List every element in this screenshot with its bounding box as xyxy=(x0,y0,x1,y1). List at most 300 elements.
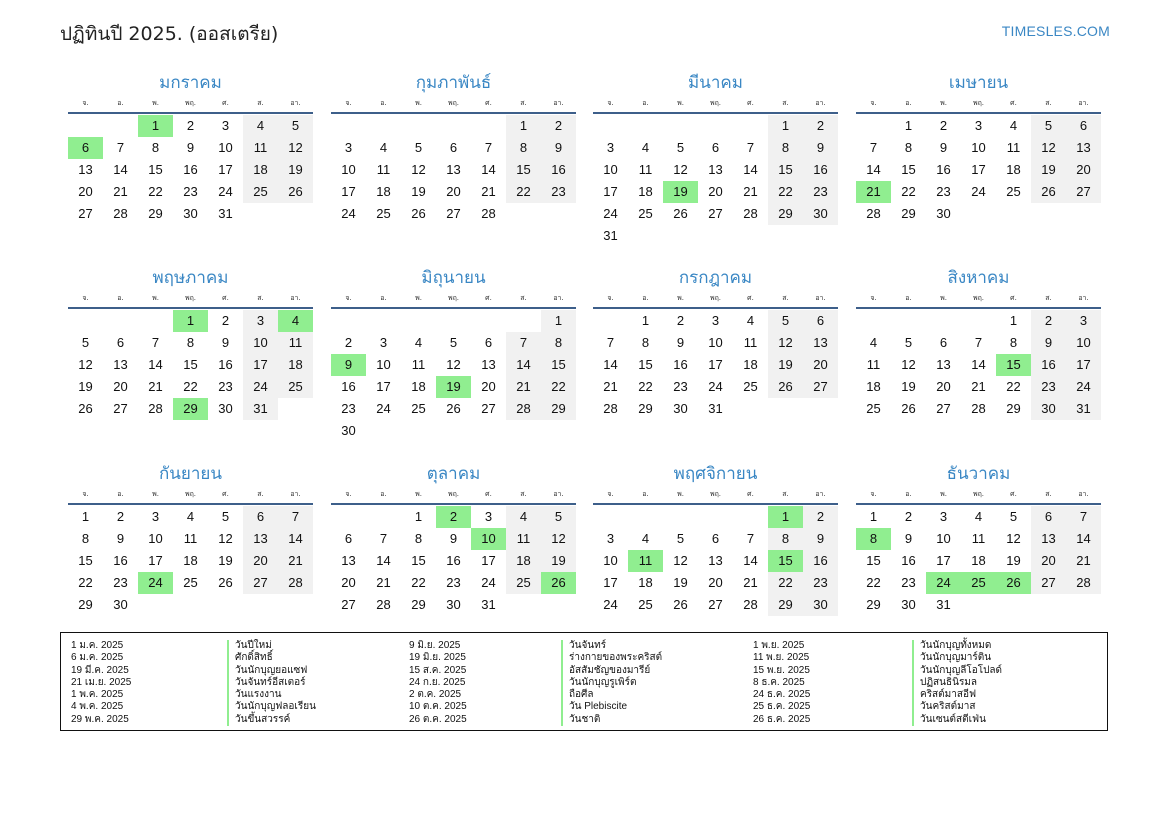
empty-cell xyxy=(401,115,436,137)
day-cell: 29 xyxy=(148,206,163,221)
day-cell: 30 xyxy=(113,597,128,612)
holiday-entry: 25 ธ.ค. 2025 xyxy=(753,701,811,713)
day-cell: 14 xyxy=(481,162,496,177)
empty-cell xyxy=(366,115,401,137)
day-cell: 10 xyxy=(936,531,951,546)
day-cell: 6 xyxy=(711,140,720,155)
day-cell: 9 xyxy=(803,528,838,550)
day-cell: 3 xyxy=(484,509,493,524)
day-cell: 8 xyxy=(641,335,650,350)
holiday-entry: วันนักบุญทั้งหมด xyxy=(920,640,992,651)
holiday-entry: 15 ส.ค. 2025 xyxy=(409,664,467,676)
day-cell: 29 xyxy=(638,401,653,416)
empty-cell xyxy=(856,115,891,137)
day-cell: 16 xyxy=(936,162,951,177)
day-cell: 21 xyxy=(148,379,163,394)
day-cell: 5 xyxy=(1009,509,1018,524)
day-cell: 16 xyxy=(341,379,356,394)
day-cell: 24 xyxy=(481,575,496,590)
day-cell: 3 xyxy=(974,118,983,133)
day-cell: 5 xyxy=(81,335,90,350)
holiday-entry: 15 พ.ย. 2025 xyxy=(753,664,810,676)
day-cell: 22 xyxy=(1006,379,1021,394)
holiday-entry: ถือศีล xyxy=(569,689,594,701)
day-cell: 10 xyxy=(341,162,356,177)
empty-cell xyxy=(961,310,996,332)
weekday-label: ส. xyxy=(1045,490,1052,498)
day-cell: 4 xyxy=(746,313,755,328)
weekday-label: พฤ. xyxy=(709,99,722,107)
day-cell: 17 xyxy=(708,357,723,372)
day-cell: 25 xyxy=(278,376,313,398)
day-cell: 19 xyxy=(1006,553,1021,568)
empty-cell xyxy=(628,115,663,137)
day-cell: 12 xyxy=(78,357,93,372)
day-cell: 2 xyxy=(803,115,838,137)
weekday-label: อ. xyxy=(117,490,124,498)
day-cell: 7 xyxy=(746,531,755,546)
month-divider xyxy=(68,112,313,114)
empty-cell xyxy=(138,310,173,332)
day-cell: 5 xyxy=(676,531,685,546)
day-cell: 9 xyxy=(676,335,685,350)
day-cell: 28 xyxy=(743,206,758,221)
holiday-entry: 1 ม.ค. 2025 xyxy=(71,640,124,651)
empty-cell xyxy=(926,310,961,332)
day-cell: 16 xyxy=(803,159,838,181)
holiday-entry: วันนักบุญยอแซฟ xyxy=(235,664,308,676)
day-cell: 16 xyxy=(673,357,688,372)
day-cell: 30 xyxy=(183,206,198,221)
day-cell: 8 xyxy=(151,140,160,155)
month-name: พฤศจิกายน xyxy=(673,464,758,484)
day-cell: 12 xyxy=(1031,137,1066,159)
day-cell: 20 xyxy=(243,550,278,572)
day-cell: 15 xyxy=(183,357,198,372)
weekday-label: จ. xyxy=(870,490,877,498)
day-cell: 21 xyxy=(376,575,391,590)
day-cell: 13 xyxy=(1031,528,1066,550)
day-cell: 28 xyxy=(113,206,128,221)
day-cell: 24 xyxy=(341,206,356,221)
weekday-label: อ. xyxy=(905,490,912,498)
day-cell: 2 xyxy=(904,509,913,524)
day-cell: 22 xyxy=(183,379,198,394)
day-cell: 19 xyxy=(218,553,233,568)
site-link[interactable]: TIMESLES.COM xyxy=(1001,23,1110,39)
day-cell: 12 xyxy=(673,553,688,568)
page-title: ปฏิทินปี 2025. (ออสเตรีย) xyxy=(60,23,279,45)
day-cell: 5 xyxy=(449,335,458,350)
month-block xyxy=(856,462,1101,616)
weekday-label: พฤ. xyxy=(972,99,985,107)
weekday-label: พ. xyxy=(152,99,159,107)
day-cell: 2 xyxy=(344,335,353,350)
month-divider xyxy=(331,503,576,505)
day-cell: 20 xyxy=(446,184,461,199)
day-cell: 17 xyxy=(603,575,618,590)
day-cell: 2 xyxy=(221,313,230,328)
month-block xyxy=(68,266,313,420)
day-cell: 31 xyxy=(218,206,233,221)
day-cell: 23 xyxy=(341,401,356,416)
day-cell: 29 xyxy=(78,597,93,612)
day-cell: 21 xyxy=(506,376,541,398)
day-cell: 23 xyxy=(673,379,688,394)
holiday-entry: 1 พ.ย. 2025 xyxy=(753,640,805,651)
holiday-names-col-2 xyxy=(561,640,662,726)
day-cell: 19 xyxy=(411,184,426,199)
day-cell: 12 xyxy=(901,357,916,372)
weekday-label: ศ. xyxy=(485,294,492,302)
weekday-label: จ. xyxy=(607,490,614,498)
weekday-label: อา. xyxy=(290,294,301,302)
day-cell: 20 xyxy=(936,379,951,394)
month-name: มกราคม xyxy=(159,73,222,93)
day-cell: 4 xyxy=(641,140,650,155)
day-cell: 6 xyxy=(484,335,493,350)
empty-cell xyxy=(698,115,733,137)
holiday-entry: วันปีใหม่ xyxy=(235,640,272,651)
month-block xyxy=(593,462,838,616)
weekday-label: ศ. xyxy=(485,99,492,107)
holiday-entry: วันนักบุญลีโอโปลด์ xyxy=(920,664,1003,676)
day-cell: 24 xyxy=(138,572,173,594)
day-cell: 16 xyxy=(446,553,461,568)
day-cell: 21 xyxy=(743,575,758,590)
day-cell: 24 xyxy=(603,597,618,612)
month-divider xyxy=(593,112,838,114)
day-cell: 6 xyxy=(711,531,720,546)
day-cell: 10 xyxy=(708,335,723,350)
holiday-entry: 19 มิ.ย. 2025 xyxy=(409,652,466,664)
day-cell: 25 xyxy=(961,572,996,594)
holiday-entry: 4 พ.ค. 2025 xyxy=(71,701,124,713)
day-cell: 2 xyxy=(803,506,838,528)
day-cell: 4 xyxy=(1009,118,1018,133)
weekday-label: จ. xyxy=(82,99,89,107)
day-cell: 4 xyxy=(186,509,195,524)
day-cell: 30 xyxy=(803,203,838,225)
day-cell: 24 xyxy=(971,184,986,199)
day-cell: 1 xyxy=(138,115,173,137)
day-cell: 2 xyxy=(676,313,685,328)
day-cell: 18 xyxy=(411,379,426,394)
empty-cell xyxy=(593,115,628,137)
day-cell: 6 xyxy=(803,310,838,332)
day-cell: 28 xyxy=(506,398,541,420)
weekday-label: ส. xyxy=(1045,294,1052,302)
day-cell: 9 xyxy=(221,335,230,350)
month-divider xyxy=(593,307,838,309)
day-cell: 26 xyxy=(1031,181,1066,203)
day-cell: 30 xyxy=(341,423,356,438)
day-cell: 15 xyxy=(638,357,653,372)
weekday-label: ส. xyxy=(520,99,527,107)
day-cell: 19 xyxy=(436,376,471,398)
day-cell: 3 xyxy=(243,310,278,332)
month-name: มีนาคม xyxy=(688,73,743,93)
day-cell: 17 xyxy=(218,162,233,177)
day-cell: 8 xyxy=(768,528,803,550)
month-name: กันยายน xyxy=(158,464,222,484)
weekday-label: อ. xyxy=(905,294,912,302)
day-cell: 17 xyxy=(603,184,618,199)
weekday-label: ส. xyxy=(782,294,789,302)
weekday-label: จ. xyxy=(82,294,89,302)
weekday-label: พ. xyxy=(677,294,684,302)
day-cell: 10 xyxy=(971,140,986,155)
day-cell: 20 xyxy=(113,379,128,394)
holiday-entry: 8 ธ.ค. 2025 xyxy=(753,676,805,688)
day-cell: 3 xyxy=(379,335,388,350)
day-cell: 28 xyxy=(278,572,313,594)
day-cell: 25 xyxy=(638,597,653,612)
month-divider xyxy=(856,307,1101,309)
day-cell: 18 xyxy=(638,184,653,199)
day-cell: 5 xyxy=(541,506,576,528)
weekday-label: พฤ. xyxy=(972,490,985,498)
day-cell: 29 xyxy=(768,594,803,616)
day-cell: 21 xyxy=(113,184,128,199)
day-cell: 23 xyxy=(1031,376,1066,398)
holiday-entry: วันจันทร์อีสเตอร์ xyxy=(235,676,306,688)
day-cell: 24 xyxy=(708,379,723,394)
day-cell: 18 xyxy=(866,379,881,394)
day-cell: 3 xyxy=(151,509,160,524)
day-cell: 18 xyxy=(506,550,541,572)
holiday-names-col-1 xyxy=(227,640,316,726)
day-cell: 23 xyxy=(803,181,838,203)
day-cell: 15 xyxy=(866,553,881,568)
day-cell: 18 xyxy=(971,553,986,568)
day-cell: 26 xyxy=(278,181,313,203)
day-cell: 13 xyxy=(481,357,496,372)
day-cell: 26 xyxy=(996,572,1031,594)
day-cell: 1 xyxy=(869,509,878,524)
day-cell: 16 xyxy=(901,553,916,568)
day-cell: 9 xyxy=(803,137,838,159)
day-cell: 9 xyxy=(186,140,195,155)
holiday-entry: วันจันทร์ xyxy=(569,640,607,651)
day-cell: 31 xyxy=(708,401,723,416)
weekday-label: พฤ. xyxy=(184,490,197,498)
day-cell: 22 xyxy=(78,575,93,590)
month-name: พฤษภาคม xyxy=(152,268,229,288)
day-cell: 7 xyxy=(484,140,493,155)
weekday-label: อ. xyxy=(642,490,649,498)
holiday-entry: 21 เม.ย. 2025 xyxy=(71,676,132,688)
weekday-label: พฤ. xyxy=(972,294,985,302)
weekday-label: จ. xyxy=(607,99,614,107)
day-cell: 13 xyxy=(78,162,93,177)
day-cell: 12 xyxy=(278,137,313,159)
day-cell: 20 xyxy=(1031,550,1066,572)
day-cell: 25 xyxy=(743,379,758,394)
day-cell: 20 xyxy=(1066,159,1101,181)
day-cell: 9 xyxy=(116,531,125,546)
day-cell: 14 xyxy=(278,528,313,550)
day-cell: 26 xyxy=(673,597,688,612)
holiday-entry: ปฏิสนธินิรมล xyxy=(920,676,978,688)
weekday-label: พฤ. xyxy=(184,294,197,302)
weekday-label: ส. xyxy=(1045,99,1052,107)
day-cell: 7 xyxy=(974,335,983,350)
day-cell: 15 xyxy=(506,159,541,181)
day-cell: 23 xyxy=(183,184,198,199)
day-cell: 18 xyxy=(243,159,278,181)
day-cell: 3 xyxy=(1066,310,1101,332)
day-cell: 29 xyxy=(173,398,208,420)
day-cell: 30 xyxy=(218,401,233,416)
holiday-entry: 19 มี.ค. 2025 xyxy=(71,664,129,676)
day-cell: 13 xyxy=(936,357,951,372)
day-cell: 8 xyxy=(904,140,913,155)
holiday-entry: 26 ต.ค. 2025 xyxy=(409,713,467,725)
weekday-label: พฤ. xyxy=(447,490,460,498)
day-cell: 31 xyxy=(481,597,496,612)
day-cell: 5 xyxy=(904,335,913,350)
day-cell: 12 xyxy=(446,357,461,372)
day-cell: 13 xyxy=(1066,137,1101,159)
weekday-label: พ. xyxy=(940,490,947,498)
day-cell: 3 xyxy=(606,140,615,155)
holiday-entry: 24 ก.ย. 2025 xyxy=(409,676,466,688)
day-cell: 10 xyxy=(1066,332,1101,354)
holiday-dates-col-1 xyxy=(71,640,131,726)
empty-cell xyxy=(663,506,698,528)
month-name: มิถุนายน xyxy=(421,268,486,288)
weekday-label: อ. xyxy=(117,99,124,107)
empty-cell xyxy=(593,310,628,332)
weekday-label: อา. xyxy=(815,294,826,302)
month-divider xyxy=(68,307,313,309)
holiday-entry: ร่างกายของพระคริสต์ xyxy=(569,652,663,664)
month-divider xyxy=(68,503,313,505)
empty-cell xyxy=(366,506,401,528)
day-cell: 12 xyxy=(541,528,576,550)
day-cell: 18 xyxy=(278,354,313,376)
day-cell: 30 xyxy=(901,597,916,612)
day-cell: 12 xyxy=(768,332,803,354)
day-cell: 13 xyxy=(803,332,838,354)
day-cell: 20 xyxy=(803,354,838,376)
day-cell: 20 xyxy=(78,184,93,199)
day-cell: 27 xyxy=(708,597,723,612)
holiday-dates-col-3 xyxy=(753,640,810,726)
day-cell: 29 xyxy=(768,203,803,225)
day-cell: 6 xyxy=(449,140,458,155)
day-cell: 11 xyxy=(183,531,198,546)
day-cell: 27 xyxy=(78,206,93,221)
day-cell: 14 xyxy=(1066,528,1101,550)
empty-cell xyxy=(663,115,698,137)
weekday-label: ศ. xyxy=(747,99,754,107)
weekday-label: ส. xyxy=(257,490,264,498)
day-cell: 5 xyxy=(768,310,803,332)
day-cell: 21 xyxy=(481,184,496,199)
day-cell: 15 xyxy=(78,553,93,568)
day-cell: 7 xyxy=(746,140,755,155)
day-cell: 15 xyxy=(768,159,803,181)
holiday-entry: 2 ต.ค. 2025 xyxy=(409,689,462,701)
day-cell: 19 xyxy=(901,379,916,394)
day-cell: 22 xyxy=(148,184,163,199)
weekday-label: อา. xyxy=(815,490,826,498)
month-block xyxy=(856,266,1101,420)
day-cell: 30 xyxy=(446,597,461,612)
day-cell: 29 xyxy=(901,206,916,221)
day-cell: 19 xyxy=(78,379,93,394)
day-cell: 9 xyxy=(541,137,576,159)
day-cell: 29 xyxy=(541,398,576,420)
day-cell: 27 xyxy=(446,206,461,221)
day-cell: 31 xyxy=(936,597,951,612)
month-block xyxy=(68,71,313,225)
weekday-label: อ. xyxy=(117,294,124,302)
day-cell: 17 xyxy=(936,553,951,568)
day-cell: 28 xyxy=(148,401,163,416)
weekday-label: ส. xyxy=(782,99,789,107)
day-cell: 1 xyxy=(1009,313,1018,328)
day-cell: 13 xyxy=(708,162,723,177)
month-name: เมษายน xyxy=(948,73,1009,93)
empty-cell xyxy=(331,115,366,137)
day-cell: 7 xyxy=(506,332,541,354)
day-cell: 29 xyxy=(1006,401,1021,416)
day-cell: 24 xyxy=(926,572,961,594)
day-cell: 1 xyxy=(541,310,576,332)
weekday-label: อ. xyxy=(380,294,387,302)
day-cell: 17 xyxy=(1066,354,1101,376)
month-block xyxy=(331,462,576,616)
holiday-entry: วันเซนต์สตีเฟ่น xyxy=(920,713,986,725)
weekday-label: อา. xyxy=(553,99,564,107)
holiday-list xyxy=(60,632,1108,731)
day-cell: 11 xyxy=(1006,140,1021,155)
day-cell: 11 xyxy=(506,528,541,550)
day-cell: 13 xyxy=(341,553,356,568)
day-cell: 4 xyxy=(869,335,878,350)
day-cell: 23 xyxy=(936,184,951,199)
month-divider xyxy=(856,503,1101,505)
weekday-label: พ. xyxy=(940,99,947,107)
holiday-entry: วันแรงงาน xyxy=(235,689,282,701)
day-cell: 19 xyxy=(768,354,803,376)
day-cell: 21 xyxy=(971,379,986,394)
day-cell: 14 xyxy=(113,162,128,177)
day-cell: 7 xyxy=(379,531,388,546)
day-cell: 3 xyxy=(344,140,353,155)
day-cell: 8 xyxy=(856,528,891,550)
day-cell: 5 xyxy=(278,115,313,137)
weekday-label: จ. xyxy=(345,294,352,302)
day-cell: 26 xyxy=(78,401,93,416)
day-cell: 29 xyxy=(866,597,881,612)
day-cell: 28 xyxy=(866,206,881,221)
day-cell: 16 xyxy=(541,159,576,181)
day-cell: 16 xyxy=(218,357,233,372)
month-block xyxy=(68,462,313,616)
day-cell: 3 xyxy=(711,313,720,328)
weekday-label: พ. xyxy=(940,294,947,302)
day-cell: 24 xyxy=(1066,376,1101,398)
month-divider xyxy=(331,112,576,114)
day-cell: 8 xyxy=(768,137,803,159)
day-cell: 9 xyxy=(331,354,366,376)
month-block xyxy=(331,71,576,225)
day-cell: 14 xyxy=(506,354,541,376)
